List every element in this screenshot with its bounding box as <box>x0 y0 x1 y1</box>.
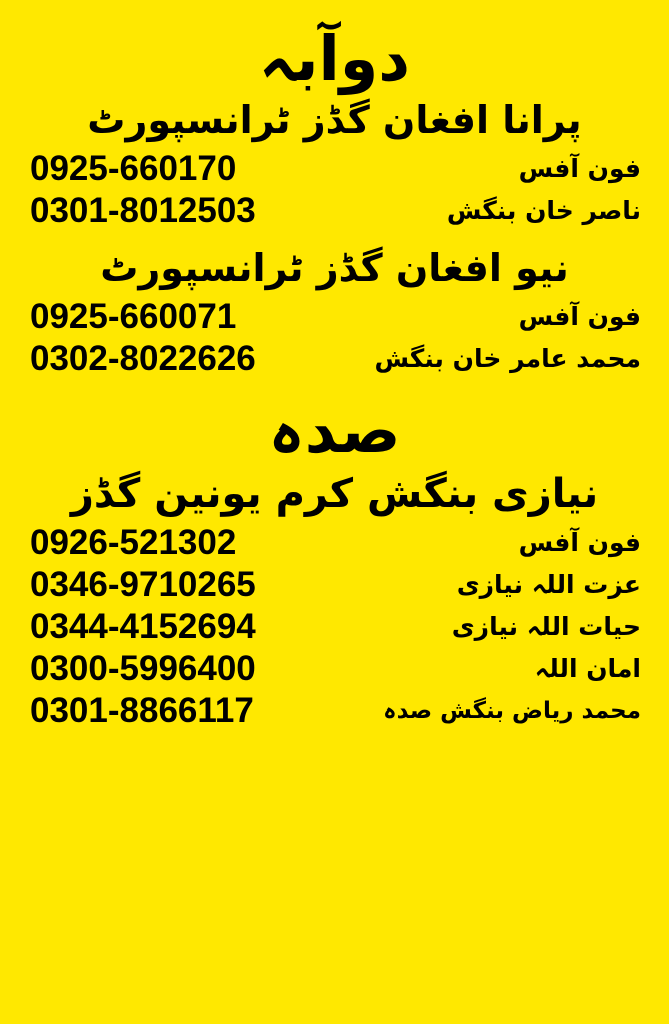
contact-label: محمد ریاض بنگش صدہ <box>383 697 641 724</box>
phone-number: 0300-5996400 <box>30 648 256 688</box>
phone-number: 0346-9710265 <box>30 564 256 604</box>
company-heading-new-afghan-goods: نیو افغان گڈز ٹرانسپورٹ <box>100 245 569 290</box>
contact-row <box>24 296 645 338</box>
contact-row <box>24 190 645 232</box>
contact-list-purana-afghan-goods <box>24 148 645 232</box>
contact-row <box>24 690 645 732</box>
contact-label: محمد عامر خان بنگش <box>374 344 641 374</box>
city-heading-doaba: دوآبہ <box>258 22 411 95</box>
company-heading-purana-afghan-goods: پرانا افغان گڈز ٹرانسپورٹ <box>87 98 582 142</box>
contact-label: ناصر خان بنگش <box>446 196 641 226</box>
city-heading-sadda: صدہ <box>268 393 401 467</box>
phone-number: 0344-4152694 <box>30 606 256 646</box>
phone-number: 0302-8022626 <box>30 338 256 378</box>
phone-number: 0926-521302 <box>30 522 237 562</box>
section-sadda <box>10 390 659 732</box>
contact-label: امان اللہ <box>534 654 641 684</box>
poster-content <box>10 8 659 1016</box>
phone-number: 0925-660071 <box>30 296 237 336</box>
phone-number: 0301-8012503 <box>30 190 256 230</box>
contact-row <box>24 338 645 380</box>
contact-label: عزت اللہ نیازی <box>456 570 641 600</box>
contact-row <box>24 148 645 190</box>
company-heading-niazi-bangash-kurram-union-goods: نیازی بنگش کرم یونین گڈز <box>70 470 599 517</box>
contact-label: فون آفس <box>518 154 641 184</box>
contact-label: فون آفس <box>518 528 641 558</box>
contact-label: حیات اللہ نیازی <box>451 612 641 642</box>
contact-row <box>24 606 645 648</box>
contact-row <box>24 564 645 606</box>
contact-row <box>24 648 645 690</box>
contact-row <box>24 522 645 564</box>
contact-label: فون آفس <box>518 302 641 332</box>
phone-number: 0301-8866117 <box>30 690 254 730</box>
contact-list-new-afghan-goods <box>24 296 645 380</box>
phone-number: 0925-660170 <box>30 148 237 188</box>
contact-list-niazi-bangash <box>24 522 645 732</box>
section-doaba <box>10 8 659 380</box>
